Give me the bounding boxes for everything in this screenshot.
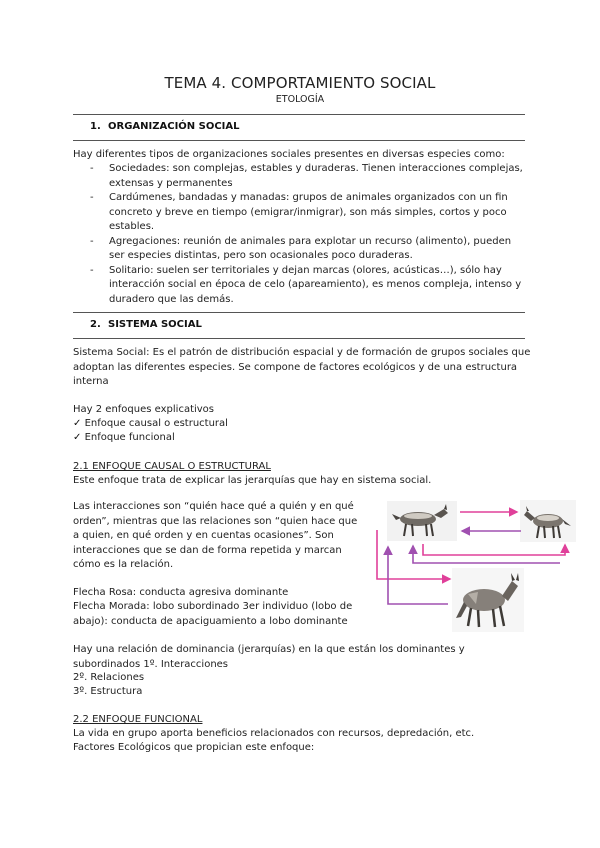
subsection-title: 2.2 ENFOQUE FUNCIONAL	[73, 714, 203, 725]
paragraph: Este enfoque trata de explicar las jerarquías que hay en sistema social.	[73, 475, 432, 486]
paragraph: Hay 2 enfoques explicativos	[73, 404, 215, 415]
wolf-subordinate-image	[452, 568, 524, 632]
list-item: - Solitario: suelen ser territoriales y dejan marcas (olores, acústicas…), sólo hay interacción social en época de celo (apareamiento), es menos compleja, intenso y duradero que las demás.	[90, 264, 526, 308]
list-item: - Sociedades: son complejas, estables y duraderas. Tienen interacciones complejas, extensas y permanentes	[90, 162, 526, 191]
paragraph: Factores Ecológicos que propician este enfoque:	[73, 742, 315, 753]
subsection-title: 2.1 ENFOQUE CAUSAL O ESTRUCTURAL	[73, 461, 271, 472]
paragraph: Flecha Rosa: conducta agresiva dominante	[73, 587, 289, 598]
check-icon: ✓	[73, 432, 82, 443]
check-icon: ✓	[73, 418, 82, 429]
section-title: ORGANIZACIÓN SOCIAL	[108, 121, 240, 132]
section-number: 2.	[90, 319, 101, 330]
section-title: SISTEMA SOCIAL	[108, 319, 202, 330]
paragraph: 3º. Estructura	[73, 686, 143, 697]
paragraph: La vida en grupo aporta beneficios relacionados con recursos, depredación, etc.	[73, 728, 475, 739]
wolf-second-image	[520, 500, 576, 542]
paragraph: Sistema Social: Es el patrón de distribución espacial y de formación de grupos sociales que adoptan las diferentes especies. Se compone de factores ecológicos y de una estructura interna	[73, 347, 531, 387]
section-number: 1.	[90, 121, 101, 132]
paragraph: Las interacciones son “quién hace qué a quién y en qué orden”, mientras que las relaciones son “quien hace que a quien, en qué orden y en cuentas ocasiones”. Son interacciones que se dan de forma repetida y marcan cómo es la relación.	[73, 501, 358, 570]
page-title: TEMA 4. COMPORTAMIENTO SOCIAL	[164, 74, 436, 92]
paragraph: Hay diferentes tipos de organizaciones sociales presentes en diversas especies como:	[73, 149, 505, 160]
check-item-label: Enfoque funcional	[84, 432, 175, 443]
paragraph: Flecha Morada: lobo subordinado 3er individuo (lobo de abajo): conducta de apaciguamiento a lobo dominante	[73, 601, 353, 627]
pink-arrow	[423, 544, 565, 555]
list-item: - Agregaciones: reunión de animales para explotar un recurso (alimento), pueden ser especies distintas, pero son ocasionales poco duraderas.	[90, 235, 526, 264]
paragraph: 2º. Relaciones	[73, 672, 145, 683]
wolf-dominant-image	[387, 501, 457, 541]
check-item-label: Enfoque causal o estructural	[84, 418, 228, 429]
paragraph: Hay una relación de dominancia (jerarquías) en la que están los dominantes y subordinados 1º. Interacciones	[73, 644, 465, 670]
page-subtitle: ETOLOGÍA	[275, 94, 325, 105]
list-item: - Cardúmenes, bandadas y manadas: grupos de animales organizados con un fin concreto y breve en tiempo (emigrar/inmigrar), son más simples, cortos y poco estables.	[90, 191, 526, 235]
